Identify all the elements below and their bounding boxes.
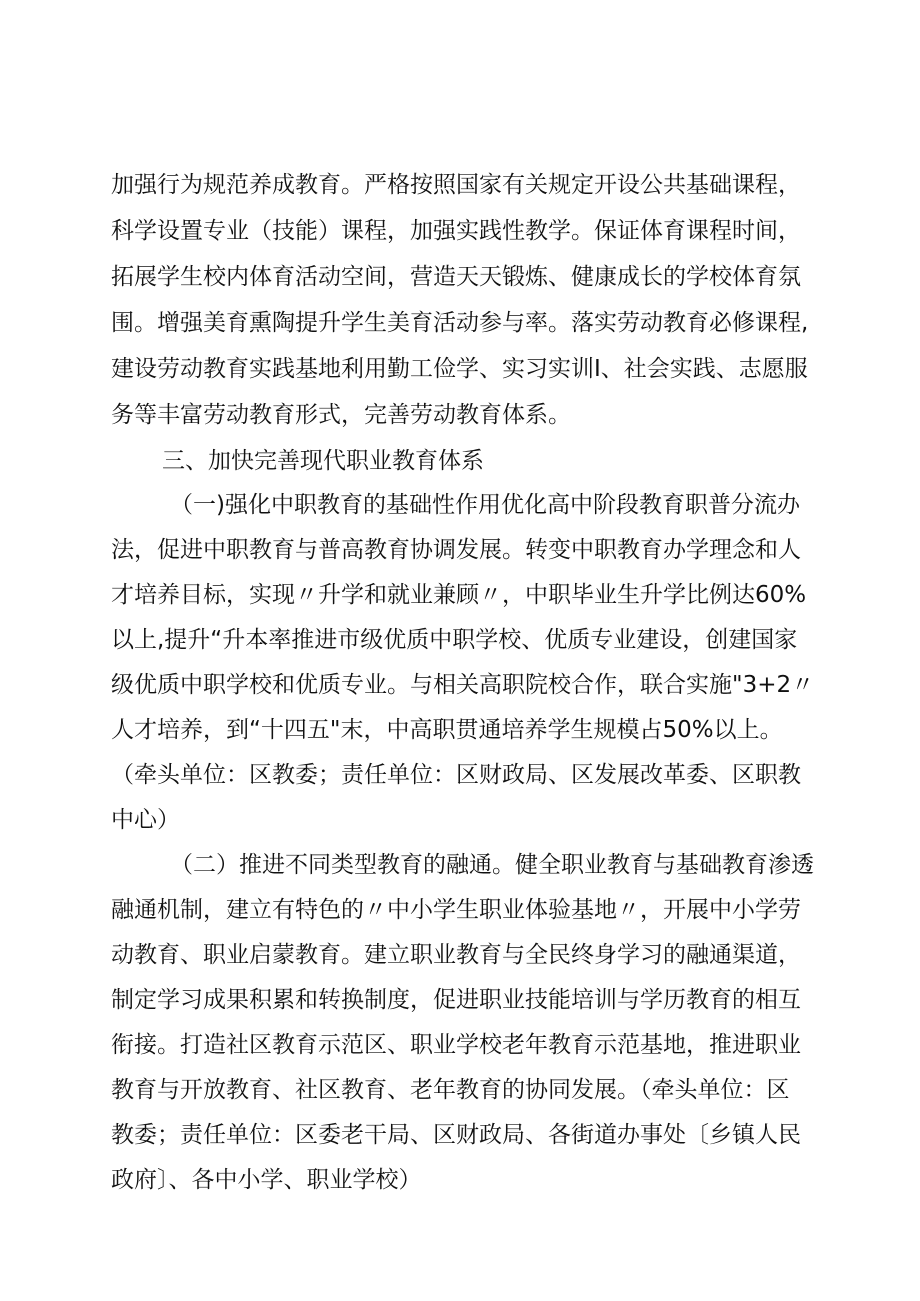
text-line: 级优质中职学校和优质专业。与相关高职院校合作，联合实施"3+2〃 [111,672,815,698]
text-line: 围。增强美育熏陶提升学生美育活动参与率。落实劳动教育必修课程, [111,310,809,336]
text-line: 融通机制，建立有特色的〃中小学生职业体验基地〃，开展中小学劳 [111,897,801,923]
text-line: 政府〕、各中小学、职业学校） [111,1167,422,1193]
text-line: 务等丰富劳动教育形式，完善劳动教育体系。 [111,402,571,428]
text-line: 法，促进中职教育与普高教育协调发展。转变中职教育办学理念和人 [111,537,801,563]
text-line: 才培养目标，实现〃升学和就业兼顾〃，中职毕业生升学比例达60% [111,582,807,608]
text-line: 拓展学生校内体育活动空间，营造天天锻炼、健康成长的学校体育氛 [111,264,801,290]
text-line: 教育与开放教育、社区教育、老年教育的协同发展。（牵头单位：区 [111,1077,790,1103]
text-line: 教委；责任单位：区委老干局、区财政局、各街道办事处〔乡镇人民 [111,1122,801,1148]
text-line: 制定学习成果积累和转换制度，促进职业技能培训与学历教育的相互 [111,987,801,1013]
text-line: 以上,提升“升本率推进市级优质中职学校、优质专业建设，创建国家 [111,627,798,653]
text-line: 动教育、职业启蒙教育。建立职业教育与全民终身学习的融通渠道， [111,942,801,968]
text-line: 科学设置专业（技能）课程，加强实践性教学。保证体育课程时间， [111,218,801,244]
text-line: 建设劳动教育实践基地利用勤工俭学、实习实训I、社会实践、志愿服 [111,356,808,382]
text-line: 加强行为规范养成教育。严格按照国家有关规定开设公共基础课程， [111,172,801,198]
text-line: 衔接。打造社区教育示范区、职业学校老年教育示范基地，推进职业 [111,1032,801,1058]
text-line: 中心） [111,807,180,833]
text-line: （二）推进不同类型教育的融通。健全职业教育与基础教育渗透 [170,852,814,878]
text-line: 人才培养，到“十四五"末，中高职贯通培养学生规模占50%以上。 [111,717,783,743]
section-heading: 三、加快完善现代职业教育体系 [162,448,484,474]
text-line: （一)强化中职教育的基础性作用优化高中阶段教育职普分流办 [170,492,800,518]
text-line: （牵头单位：区教委；责任单位：区财政局、区发展改革委、区职教 [111,762,801,788]
